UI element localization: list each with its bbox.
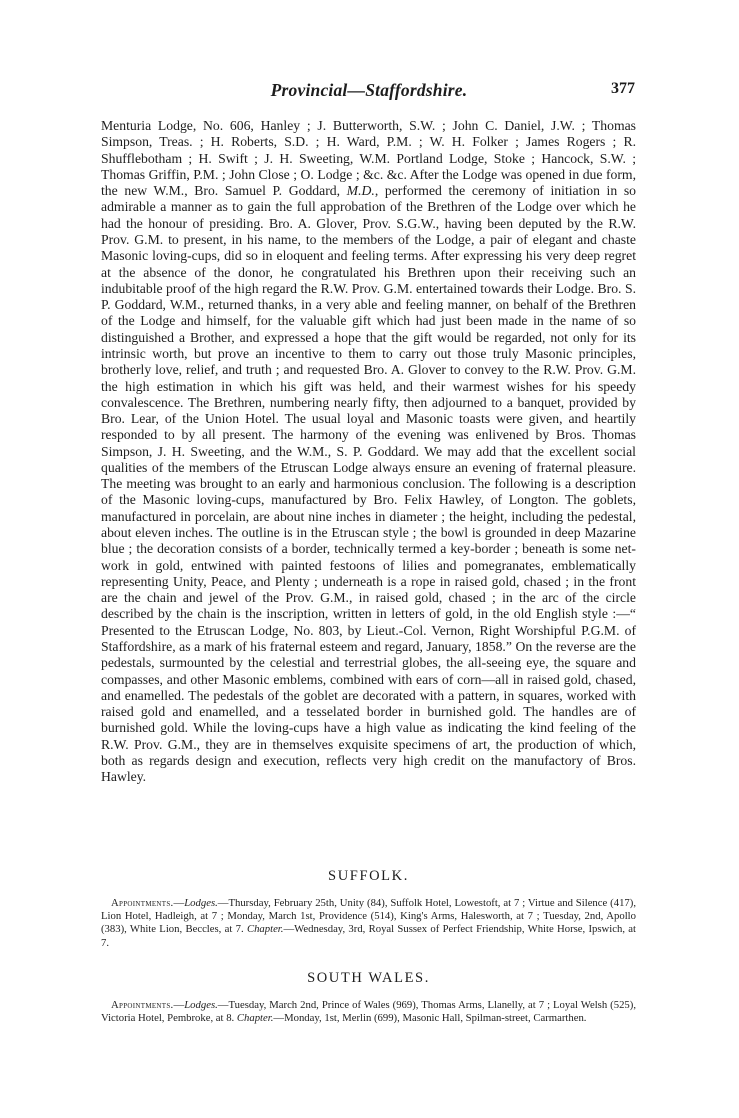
south-wales-section xyxy=(101,970,636,1025)
suffolk-dash: — xyxy=(173,897,185,909)
south-wales-chapter-label: Chapter. xyxy=(236,1012,274,1025)
suffolk-lodges-text: —Thursday, February 25th, Unity (84), Suffolk Hotel, Lowestoft, at 7 ; Virtue and Silence (417), Lion Hotel, Hadleigh, at 7 ; Monday, March 1st, Providence (514), King's Arms, Halesworth, at 7 ; Tuesday, 2nd, Apollo (383), White Lion, Beccles, at 7. xyxy=(101,897,636,936)
south-wales-heading: SOUTH WALES. xyxy=(307,970,430,986)
suffolk-section xyxy=(101,868,636,950)
south-wales-lodges-label: Lodges. xyxy=(184,999,218,1011)
paragraph-text-1: Menturia Lodge, No. 606, Hanley ; J. Butterworth, S.W. ; John C. Daniel, J.W. ; Thomas Simpson, Treas. ; H. Roberts, S.D. ; H. Ward, P.M. ; W. H. Folker ; James Rogers ; R. Shufflebotham ; H. Swift ; J. H. Sweeting, W.M. Portland Lodge, Stoke ; Hancock, S.W. ; Thomas Griffin, P.M. ; John Close ; O. Lodge ; &c. &c. After the Lodge was opened in due form, the new W.M., Bro. Samuel P. Goddard, xyxy=(101,118,636,199)
suffolk-appointments-label: Appointments. xyxy=(111,897,174,909)
main-article xyxy=(101,118,636,786)
paragraph-text-2: , performed the ceremony of initiation in so admirable a manner as to gain the full approbation of the Brethren of the Lodge over which he had the honour of presiding. Bro. A. Glover, Prov. S.G.W., having been deputed by the R.W. Prov. G.M. to present, in his name, to the members of the Lodge, a pair of elegant and chaste Masonic loving-cups, did so in eloquent and feeling terms. After expressing his very deep regret at the absence of the donor, he congratulated his Brethren upon their receiving such an indubitable proof of the high regard the R.W. Prov. G.M. entertained towards their Lodge. Bro. S. P. Goddard, W.M., returned thanks, in a very able and feeling manner, on behalf of the Brethren of the Lodge and himself, for the valuable gift which had just been made in the name of so distinguished a Brother, and expressed a hope that the gift would be regarded, not only for its intrinsic worth, but prove an incentive to them to carry out those truly Masonic principles, brotherly love, relief, and truth ; and requested Bro. A. Glover to convey to the R.W. Prov. G.M. the high estimation in which his gift was held, and their warmest wishes for his speedy convalescence. The Brethren, numbering nearly fifty, then adjourned to a banquet, provided by Bro. Lear, of the Union Hotel. The usual loyal and Masonic toasts were given, and heartily responded to by all present. The harmony of the evening was enlivened by Bros. Thomas Simpson, J. H. Sweeting, and the W.M., S. P. Goddard. We may add that the excellent social qualities of the members of the Etruscan Lodge always ensure an evening of fraternal pleasure. The meeting was brought to an early and harmonious conclusion. The following is a description of the Masonic loving-cups, manufactured by Bro. Felix Hawley, of Longton. The goblets, manufactured in porcelain, are about nine inches in diameter ; the height, including the pedestal, about eleven inches. The outline is in the Etruscan style ; the bowl is grounded in deep Mazarine blue ; the decoration consists of a border, technically termed a key-border ; beneath is some net-work in gold, entwined with painted festoons of lilies and pomegranates, emblematically representing Unity, Peace, and Plenty ; underneath is a rope in raised gold, chased ; in the front are the chain and jewel of the Prov. G.M., in raised gold, chased ; in the arc of the circle described by the chain is the inscription, written in letters of gold, in the old English style :—“ Presented to the Etruscan Lodge, No. 803, by Lieut.-Col. Vernon, Right Worshipful P.G.M. of Staffordshire, as a mark of his fraternal esteem and regard, January, 1858.” On the reverse are the pedestals, surmounted by the celestial and terrestrial globes, the all-seeing eye, the square and compasses, and other Masonic emblems, combined with ears of corn—all in raised gold, chased, and enamelled. The pedestals of the goblet are decorated with a pattern, in squares, worked with raised gold and enamelled, and a tesselated border in burnished gold. The handles are of burnished gold. While the loving-cups have a high value as indicating the kind feeling of the R.W. Prov. G.M., they are in themselves exquisite specimens of art, the production of which, both as regards design and execution, reflects very high credit on the manufactory of Bros. Hawley. xyxy=(101,183,637,785)
south-wales-chapter-text: —Monday, 1st, Merlin (699), Masonic Hall, Spilman-street, Carmarthen. xyxy=(273,1012,587,1025)
suffolk-heading: SUFFOLK. xyxy=(328,868,409,884)
suffolk-chapter-label: Chapter. xyxy=(246,923,284,936)
south-wales-appointments-label: Appointments. xyxy=(111,999,174,1011)
suffolk-lodges-label: Lodges. xyxy=(184,897,218,909)
suffolk-appointments xyxy=(101,897,636,950)
suffolk-chapter-text: —Wednesday, 3rd, Royal Sussex of Perfect Friendship, White Horse, Ipswich, at 7. xyxy=(101,923,636,949)
running-header xyxy=(103,80,635,106)
article-paragraph xyxy=(101,118,636,786)
south-wales-lodges-text: —Tuesday, March 2nd, Prince of Wales (969), Thomas Arms, Llanelly, at 7 ; Loyal Welsh (525), Victoria Hotel, Pembroke, at 8. xyxy=(101,999,636,1025)
paragraph-italic-md: M.D. xyxy=(346,183,375,199)
page-number: 377 xyxy=(611,80,635,97)
south-wales-appointments xyxy=(101,999,636,1025)
south-wales-dash: — xyxy=(173,999,185,1011)
page-title: Provincial—Staffordshire. xyxy=(270,80,468,100)
